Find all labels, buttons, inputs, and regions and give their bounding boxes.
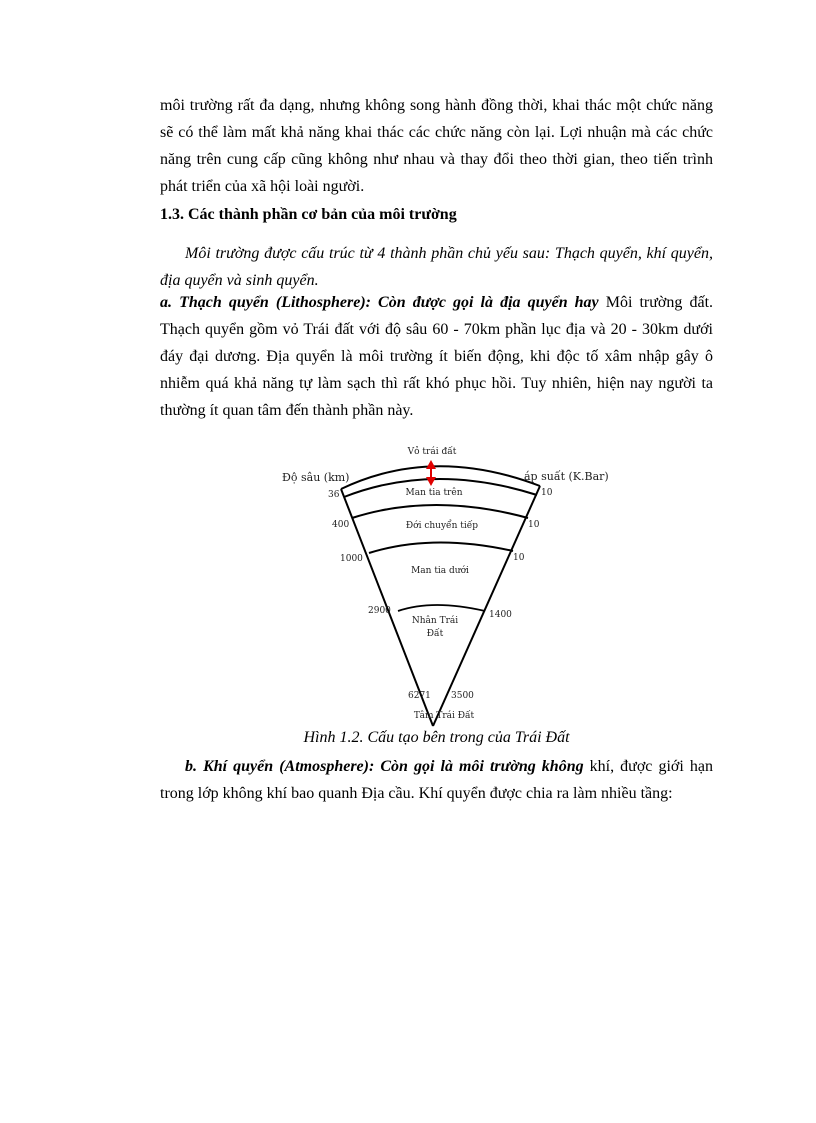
crust-label: Vỏ trái đất (407, 447, 457, 457)
earth-structure-figure (270, 440, 630, 730)
atmosphere-body: khí, được giới hạn trong lớp không khí bao quanh Địa cầu. Khí quyển được chia ra làm nhiều tầng: (160, 758, 713, 802)
crust-outer-boundary (341, 466, 540, 489)
lithosphere-lead: a. Thạch quyển (Lithosphere): Còn được gọi là địa quyển hay (160, 294, 599, 311)
pressure-upper-mantle: 10 (541, 488, 553, 498)
layer-core-line2: Đất (426, 629, 444, 639)
depth-2900: 2900 (368, 606, 391, 616)
layer-lower-mantle: Man tia dưới (411, 566, 469, 576)
intro-paragraph: Môi trường được cấu trúc từ 4 thành phần chủ yếu sau: Thạch quyển, khí quyển, địa quyển và sinh quyển. (160, 245, 713, 289)
pressure-lower-mantle: 10 (513, 553, 525, 563)
transition-top-boundary (352, 505, 528, 518)
depth-6271: 6271 (408, 691, 431, 701)
depth-400: 400 (332, 520, 350, 530)
layer-core-line1: Nhân Trái (411, 616, 459, 626)
lithosphere-body: Môi trường đất. Thạch quyển gồm vỏ Trái đất với độ sâu 60 - 70km phần lục địa và 20 - 30km dưới đáy đại dương. Địa quyển là môi trường ít biến động, khi độc tố xâm nhập gây ô nhiễm quá khả năng tự làm sạch thì rất khó phục hồi. Tuy nhiên, hiện nay người ta thường ít quan tâm đến thành phần này. (160, 294, 714, 419)
section-heading: 1.3. Các thành phần cơ bản của môi trường (160, 206, 457, 223)
earth-center-label: Tâm Trái Đất (413, 711, 475, 721)
atmosphere-lead: b. Khí quyển (Atmosphere): Còn gọi là môi trường không (185, 758, 584, 775)
layer-transition-zone: Đới chuyển tiếp (405, 521, 479, 531)
pressure-axis-label: áp suất (K.Bar) (524, 470, 609, 483)
paragraph-atmosphere (160, 753, 713, 807)
core-boundary (398, 605, 485, 611)
depth-1000: 1000 (340, 554, 363, 564)
pressure-core-boundary: 1400 (489, 610, 512, 620)
depth-36: 36 (328, 490, 340, 500)
pressure-transition: 10 (528, 520, 540, 530)
lower-mantle-top-boundary (369, 542, 513, 553)
paragraph-lithosphere (160, 289, 713, 424)
paragraph-1: môi trường rất đa dạng, nhưng không song hành đồng thời, khai thác một chức năng sẽ có thể làm mất khả năng khai thác các chức năng còn lại. Lợi nhuận mà các chức năng trên cung cấp cũng không như nhau và thay đổi theo thời gian, theo tiến trình phát triển của xã hội loài người. (160, 97, 713, 195)
layer-upper-mantle: Man tia trên (405, 488, 463, 498)
figure-caption: Hình 1.2. Cấu tạo bên trong của Trái Đất (303, 729, 570, 746)
pressure-center: 3500 (451, 691, 474, 701)
crust-thickness-arrow (426, 460, 436, 486)
depth-axis-label: Độ sâu (km) (282, 471, 350, 484)
